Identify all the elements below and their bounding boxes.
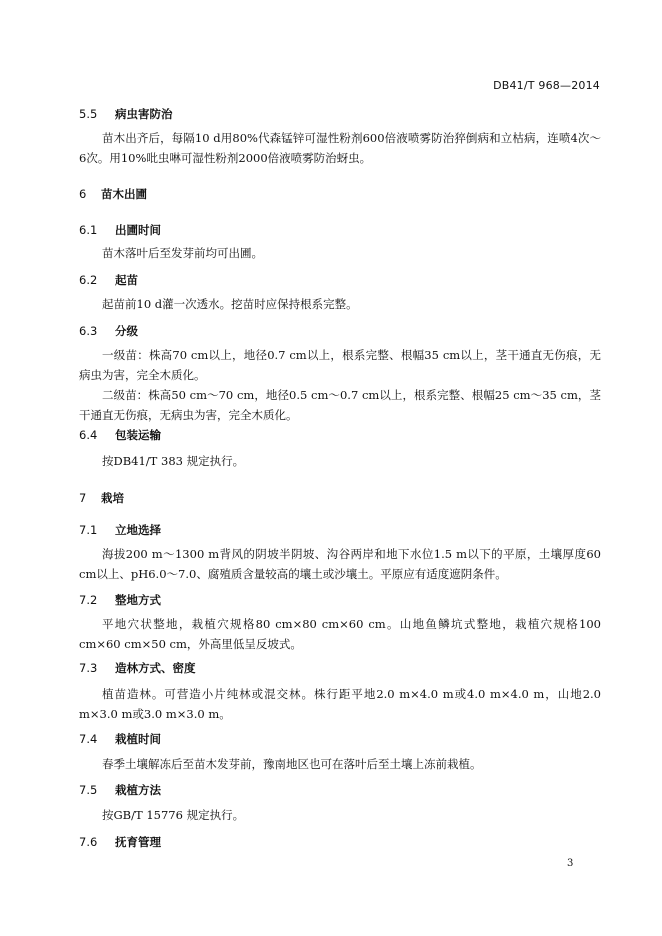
- section-number: 6.4: [79, 428, 98, 442]
- section-heading-6-1: [79, 222, 161, 238]
- section-heading-5-5: [79, 106, 173, 122]
- section-heading-6-2: [79, 272, 138, 288]
- section-number: 7.5: [79, 783, 98, 797]
- section-heading-7-3: [79, 660, 196, 676]
- section-title: 起苗: [115, 273, 138, 287]
- paragraph-6-3-grade-1: 一级苗：株高70 cm以上，地径0.7 cm以上，根系完整、根幅35 cm以上，茎干通直无伤痕，无病虫为害，完全木质化。: [79, 348, 601, 382]
- section-number: 7.4: [79, 732, 98, 746]
- section-title: 分级: [115, 324, 138, 338]
- paragraph-6-1: 苗木落叶后至发芽前均可出圃。: [102, 246, 263, 260]
- section-number: 7: [79, 491, 87, 505]
- section-heading-7: [79, 490, 124, 506]
- section-heading-7-1: [79, 522, 161, 538]
- paragraph-7-1: 海拔200 m～1300 m背风的阴坡半阴坡、沟谷两岸和地下水位1.5 m以下的平原，土壤厚度60 cm以上、pH6.0～7.0、腐殖质含量较高的壤土或沙壤土。平原应有适度遮阴条件。: [79, 547, 601, 581]
- section-number: 5.5: [79, 107, 98, 121]
- section-number: 6.2: [79, 273, 98, 287]
- section-number: 7.1: [79, 523, 98, 537]
- section-title: 栽植方法: [115, 783, 161, 797]
- paragraph-6-4: 按DB41/T 383 规定执行。: [102, 454, 245, 468]
- section-heading-6-4: [79, 427, 161, 443]
- section-heading-7-5: [79, 782, 161, 798]
- section-heading-7-6: [79, 834, 161, 850]
- paragraph-6-3-grade-2: 二级苗：株高50 cm～70 cm，地径0.5 cm～0.7 cm以上，根系完整、根幅25 cm～35 cm，茎干通直无伤痕，无病虫为害，完全木质化。: [79, 388, 601, 422]
- section-title: 苗木出圃: [101, 187, 147, 201]
- paragraph-7-4: 春季土壤解冻后至苗木发芽前，豫南地区也可在落叶后至土壤上冻前栽植。: [102, 757, 482, 771]
- section-title: 造林方式、密度: [115, 661, 196, 675]
- section-number: 6: [79, 187, 87, 201]
- section-heading-7-2: [79, 592, 161, 608]
- section-title: 病虫害防治: [115, 107, 173, 121]
- section-title: 栽培: [101, 491, 124, 505]
- paragraph-7-2: 平地穴状整地，栽植穴规格80 cm×80 cm×60 cm。山地鱼鳞坑式整地，栽植穴规格100 cm×60 cm×50 cm，外高里低呈反坡式。: [79, 617, 601, 651]
- section-title: 抚育管理: [115, 835, 161, 849]
- section-title: 出圃时间: [115, 223, 161, 237]
- section-heading-7-4: [79, 731, 161, 747]
- section-number: 7.6: [79, 835, 98, 849]
- paragraph-5-5: 苗木出齐后，每隔10 d用80%代森锰锌可湿性粉剂600倍液喷雾防治猝倒病和立枯病，连喷4次～6次。用10%吡虫啉可湿性粉剂2000倍液喷雾防治蚜虫。: [79, 131, 601, 165]
- section-title: 整地方式: [115, 593, 161, 607]
- section-title: 立地选择: [115, 523, 161, 537]
- section-heading-6: [79, 186, 147, 202]
- section-number: 6.3: [79, 324, 98, 338]
- section-number: 7.2: [79, 593, 98, 607]
- section-number: 7.3: [79, 661, 98, 675]
- section-heading-6-3: [79, 323, 138, 339]
- section-number: 6.1: [79, 223, 98, 237]
- document-code-header: DB41/T 968—2014: [493, 79, 600, 92]
- paragraph-7-3: 植苗造林。可营造小片纯林或混交林。株行距平地2.0 m×4.0 m或4.0 m×4.0 m，山地2.0 m×3.0 m或3.0 m×3.0 m。: [79, 687, 601, 721]
- page-number: 3: [567, 858, 574, 869]
- paragraph-6-2: 起苗前10 d灌一次透水。挖苗时应保持根系完整。: [102, 297, 358, 311]
- section-title: 栽植时间: [115, 732, 161, 746]
- section-title: 包装运输: [115, 428, 161, 442]
- paragraph-7-5: 按GB/T 15776 规定执行。: [102, 808, 245, 822]
